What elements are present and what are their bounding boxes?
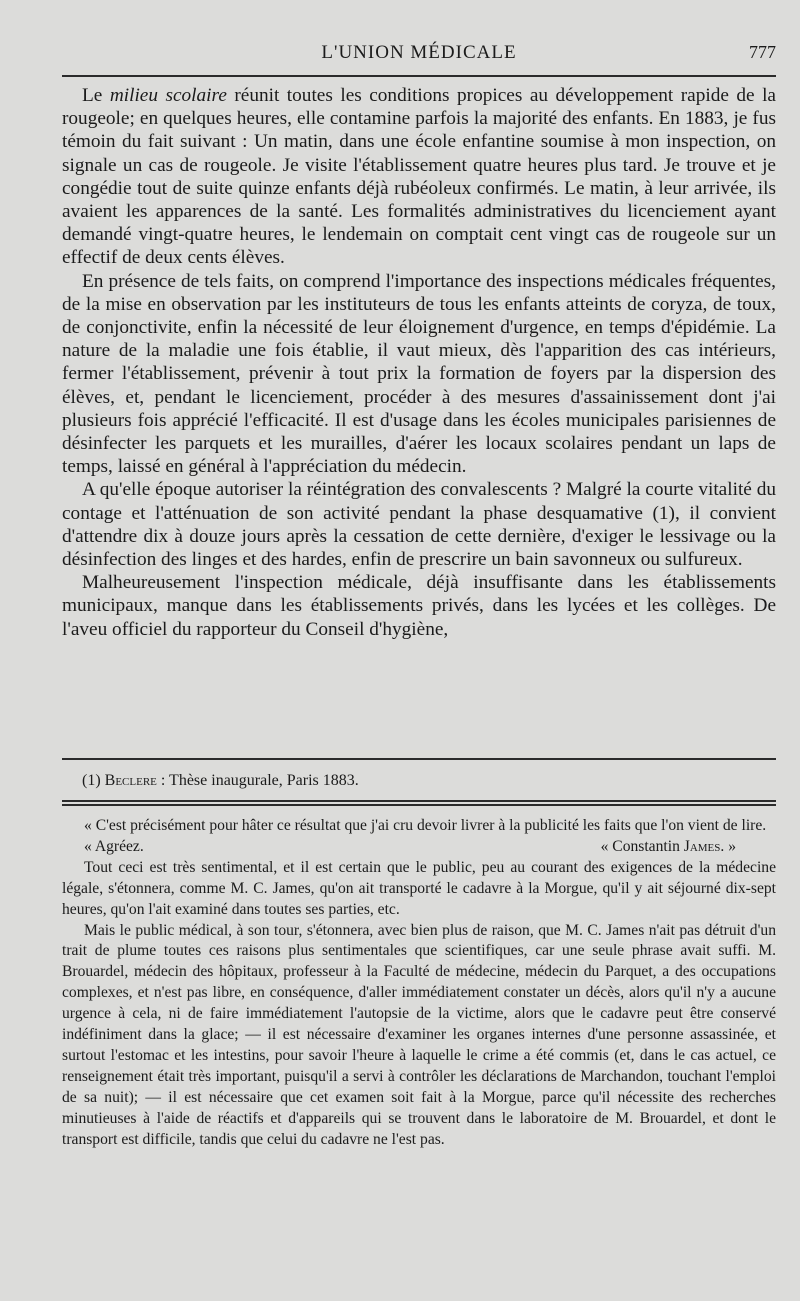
p1-italic: milieu scolaire [109,85,227,106]
secondary-text [62,816,776,1151]
small-paragraph-1: Tout ceci est très sentimental, et il est certain que le public, peu au courant des exigences de la médecine légale, s'étonnera, comme M. C. James, qu'on ait transporté le cadavre à la Morgue, qu'il y ait séjourné dix-sept heures, qu'on l'ait examiné dans toutes ses parties, etc. [62,858,776,918]
section-double-rule [62,800,776,806]
quote-signature [601,837,736,858]
running-header [62,42,776,70]
paragraph-1 [62,84,776,270]
small-paragraph-2: Mais le public médical, à son tour, s'étonnera, avec bien plus de raison, que M. C. James n'ait pas détruit d'un trait de plume toutes ces raisons plus sentimentales que scientifiques, car une seule phrase avait suffi. M. Brouardel, médecin des hôpitaux, professeur à la Faculté de médecine, médecin du Parquet, a des occupations complexes, et n'est pas libre, en conséquence, d'aller immédiatement constater un décès, alors qu'il n'y a aucune urgence à cela, ni de faire immédiatement l'autopsie de la victime, alors que le cadavre peut être conservé indéfiniment dans la glace; — il est nécessaire d'examiner les organes internes d'une personne assassinée, et surtout l'estomac et les intestins, pour savoir l'heure à laquelle le crime a été commis (et, dans le cas actuel, ce renseignement était très important, puisqu'il a servi à contrôler les déclarations de Marchandon, touchant l'emploi de sa nuit); — il est nécessaire que cet examen soit fait à la Morgue, parce qu'il nécessite des recherches minutieuses à l'aide de réactifs et d'appareils qui se trouvent dans le laboratoire de M. Brouardel, et dont le transport est difficile, tandis que celui du cadavre ne l'est pas. [62,921,776,1148]
paragraph-3: A qu'elle époque autoriser la réintégration des convalescents ? Malgré la courte vitalité du contage et l'atténuation de son activité pendant la phase desquamative (1), il convient d'attendre dix à douze jours après la cessation de cette dernière, d'exiger le lessivage ou la désinfection des linges et des hardes, enfin de prescrire un bain savonneux ou sulfureux. [62,479,776,571]
quote-closing: « Agréez. [84,837,144,855]
footnote-author: Beclere [104,772,157,789]
header-rule [62,75,776,77]
paragraph-4: Malheureusement l'inspection médicale, déjà insuffisante dans les établissements municipaux, manque dans les établissements privés, dans les lycées et les collèges. De l'aveu officiel du rapporteur du Conseil d'hygiène, [62,572,776,640]
footnote-rule [62,758,776,760]
footnote-marker: (1) [82,772,105,789]
signature-name: James [683,837,721,855]
main-text [62,84,776,641]
footnote [82,772,776,790]
paragraph-2: En présence de tels faits, on comprend l'importance des inspections médicales fréquentes, de la mise en observation par les instituteurs de tous les enfants atteints de coryza, de toux, de conjonctivite, enfin la nécessité de leur éloignement d'urgence, en temps d'épidémie. La nature de la maladie une fois établie, il vaut mieux, dès l'apparition des cas intérieurs, fermer l'établissement, prévenir à tout prix la formation de foyers par la dispersion des élèves, et, pendant le licenciement, procéder à des mesures d'assainissement dont j'ai plusieurs fois apprécié l'efficacité. Il est d'usage dans les écoles municipales parisiennes de désinfecter les parquets et les murailles, d'aérer les locaux scolaires pendant un laps de temps, laissé en général à l'appréciation du médecin. [62,270,776,478]
page-number: 777 [749,42,776,62]
p1-rest: réunit toutes les conditions propices au développement rapide de la rougeole; en quelques heures, elle contamine parfois la majorité des enfants. En 1883, je fus témoin du fait suivant : Un matin, dans une école enfantine soumise à mon inspection, on signale un cas de rougeole. Je visite l'établissement quatre heures plus tard. Je trouve et je congédie tout de suite quinze enfants déjà rubéoleux confirmés. Le matin, à leur arrivée, ils avaient les apparences de la santé. Les formalités administratives du licenciement ayant demandé vingt-quatre heures, le lendemain on comptait cent vingt cas de rougeole sur un effectif de deux cents élèves. [62,85,776,269]
footnote-text: : Thèse inaugurale, Paris 1883. [156,772,359,789]
signature-suffix: . » [720,837,736,855]
quote-1: « C'est précisément pour hâter ce résultat que j'ai cru devoir livrer à la publicité les faits que l'on vient de lire. [84,817,767,834]
journal-title: L'UNION MÉDICALE [321,42,517,63]
p1-lead: Le [82,85,110,106]
signature-prefix: « Constantin [600,837,684,855]
signature-row [62,837,776,858]
